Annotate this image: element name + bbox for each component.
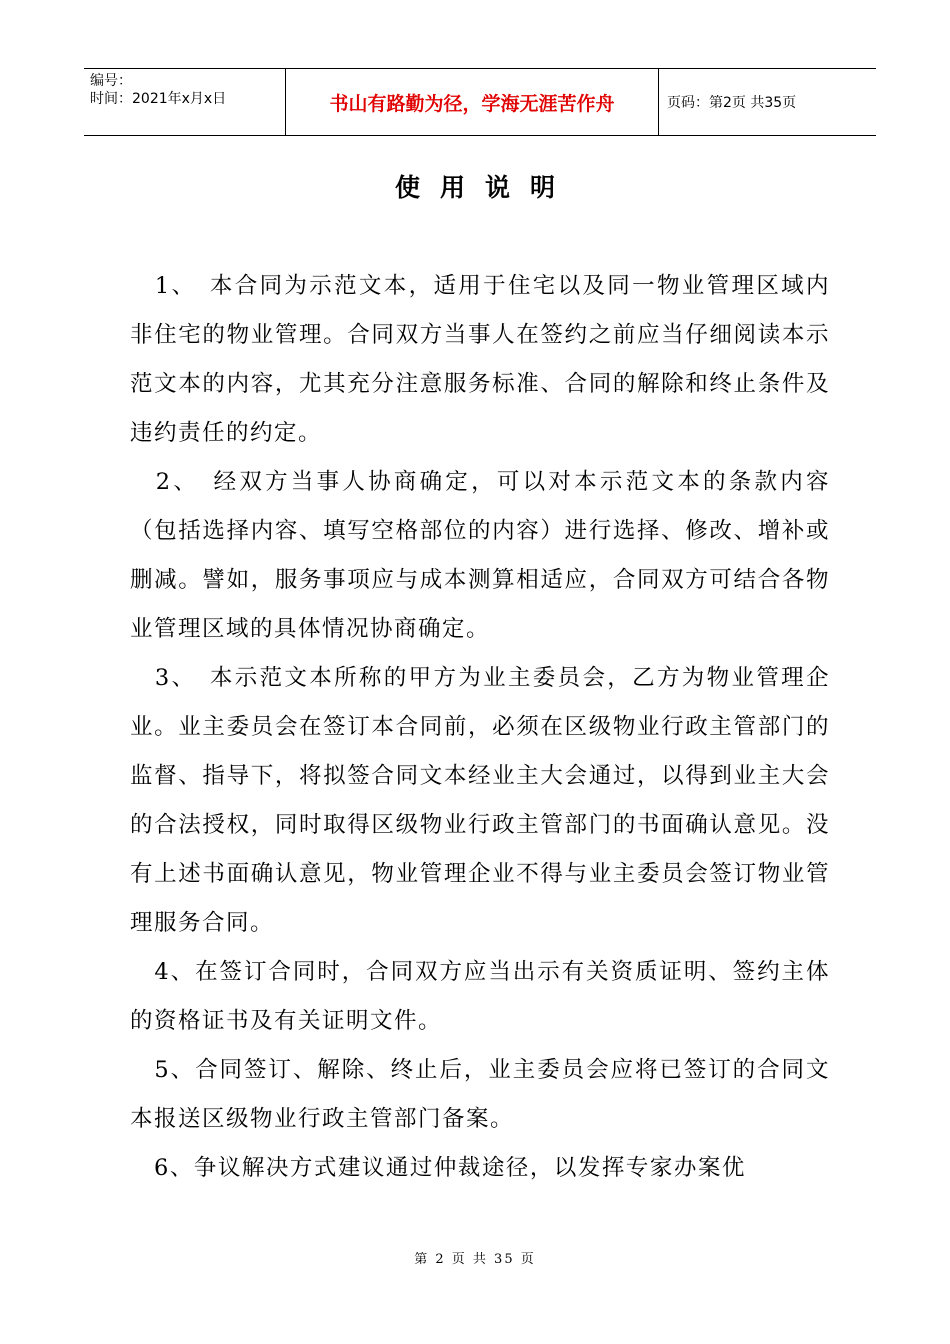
paragraph-6: 6、争议解决方式建议通过仲裁途径，以发挥专家办案优 (130, 1155, 746, 1181)
paragraph-2: 2、 经双方当事人协商确定，可以对本示范文本的条款内容（包括选择内容、填写空格部位的内容）进行选择、修改、增补或删减。譬如，服务事项应与成本测算相适应，合同双方可结合各物业管理区域的具体情况协商确定。 (130, 469, 830, 642)
number-label: 编号： (90, 73, 132, 89)
header-motto-cell (286, 69, 659, 135)
paragraph-3: 3、 本示范文本所称的甲方为业主委员会，乙方为物业管理企业。业主委员会在签订本合同前，必须在区级物业行政主管部门的监督、指导下，将拟签合同文本经业主大会通过，以得到业主大会的合法授权，同时取得区级物业行政主管部门的书面确认意见。没有上述书面确认意见，物业管理企业不得与业主委员会签订物业管理服务合同。 (130, 665, 830, 936)
document-title: 使用说明 (394, 173, 575, 202)
paragraph-5: 5、合同签订、解除、终止后，业主委员会应将已签订的合同文本报送区级物业行政主管部门备案。 (130, 1057, 830, 1132)
header-table (84, 68, 876, 136)
paragraph-4: 4、在签订合同时，合同双方应当出示有关资质证明、签约主体的资格证书及有关证明文件。 (130, 959, 830, 1034)
header-page-cell (659, 69, 876, 135)
paragraph-1: 1、 本合同为示范文本，适用于住宅以及同一物业管理区域内非住宅的物业管理。合同双方当事人在签约之前应当仔细阅读本示范文本的内容，尤其充分注意服务标准、合同的解除和终止条件及违约责任的约定。 (130, 273, 830, 446)
page-info: 页码：第2页 共35页 (667, 95, 797, 111)
header-meta-cell (84, 69, 286, 135)
time-label: 时间：2021年x月x日 (90, 91, 227, 107)
document-body (130, 262, 830, 1193)
motto-text: 书山有路勤为径，学海无涯苦作舟 (329, 92, 615, 115)
page-footer: 第 2 页 共 35 页 (414, 1252, 536, 1267)
